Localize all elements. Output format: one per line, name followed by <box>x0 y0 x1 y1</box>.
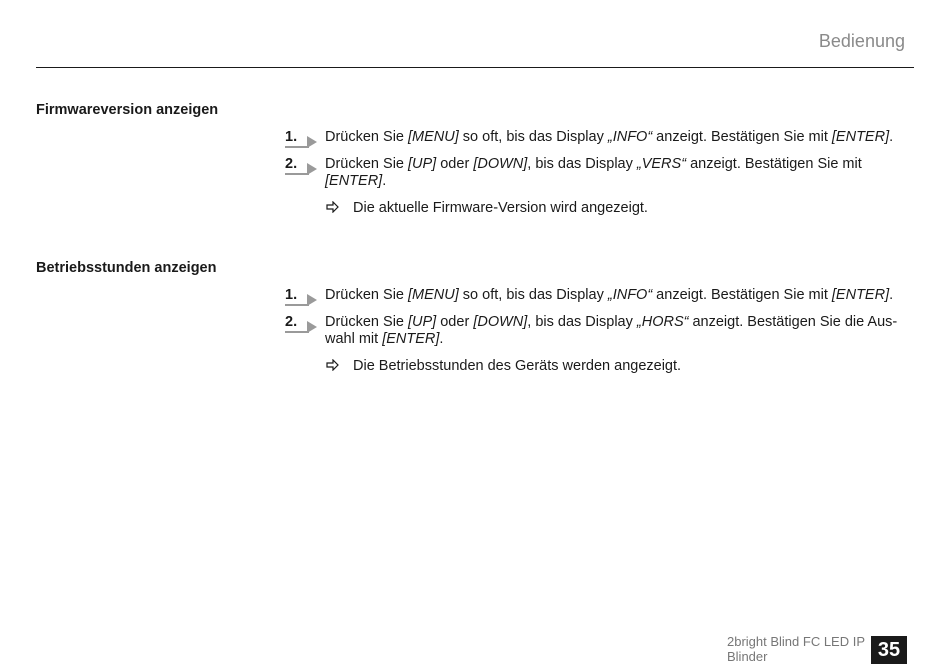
footer-product-name: 2bright Blind FC LED IP Blinder <box>727 634 865 664</box>
result-line <box>285 200 905 217</box>
step-list <box>285 129 905 217</box>
section-heading: Firmwareversion anzeigen <box>36 102 219 118</box>
result-arrow-icon <box>326 201 340 213</box>
page-number: 35 <box>871 636 907 664</box>
step-list <box>285 287 905 375</box>
step-arrow-icon <box>307 294 317 306</box>
step-number: 2. <box>285 314 315 332</box>
step-number: 1. <box>285 287 315 305</box>
section-heading: Betriebsstunden anzeigen <box>36 260 217 276</box>
result-arrow-icon <box>326 359 340 371</box>
step-arrow-icon <box>307 321 317 333</box>
result-text: Die aktuelle Firmware-Version wird angezeigt. <box>353 200 648 216</box>
step-arrow-icon <box>307 136 317 148</box>
step-number: 2. <box>285 156 315 174</box>
step-item: 1. Drücken Sie [MENU] so oft, bis das Display „INFO“ anzeigt. Bestätigen Sie mit [ENTER]. <box>285 287 905 304</box>
step-item: 2. Drücken Sie [UP] oder [DOWN], bis das Display „HORS“ anzeigt. Bestätigen Sie die Auswahl mit [ENTER]. <box>285 314 898 347</box>
step-item: 1. Drücken Sie [MENU] so oft, bis das Display „INFO“ anzeigt. Bestätigen Sie mit [ENTER]. <box>285 129 905 146</box>
result-line <box>285 358 905 375</box>
header-divider <box>36 67 914 68</box>
step-number: 1. <box>285 129 315 147</box>
step-item: 2. Drücken Sie [UP] oder [DOWN], bis das Display „VERS“ anzeigt. Bestätigen Sie mit [ENTER]. <box>285 156 862 189</box>
step-arrow-icon <box>307 163 317 175</box>
chapter-title: Bedienung <box>818 31 905 51</box>
result-text: Die Betriebsstunden des Geräts werden angezeigt. <box>353 358 682 374</box>
